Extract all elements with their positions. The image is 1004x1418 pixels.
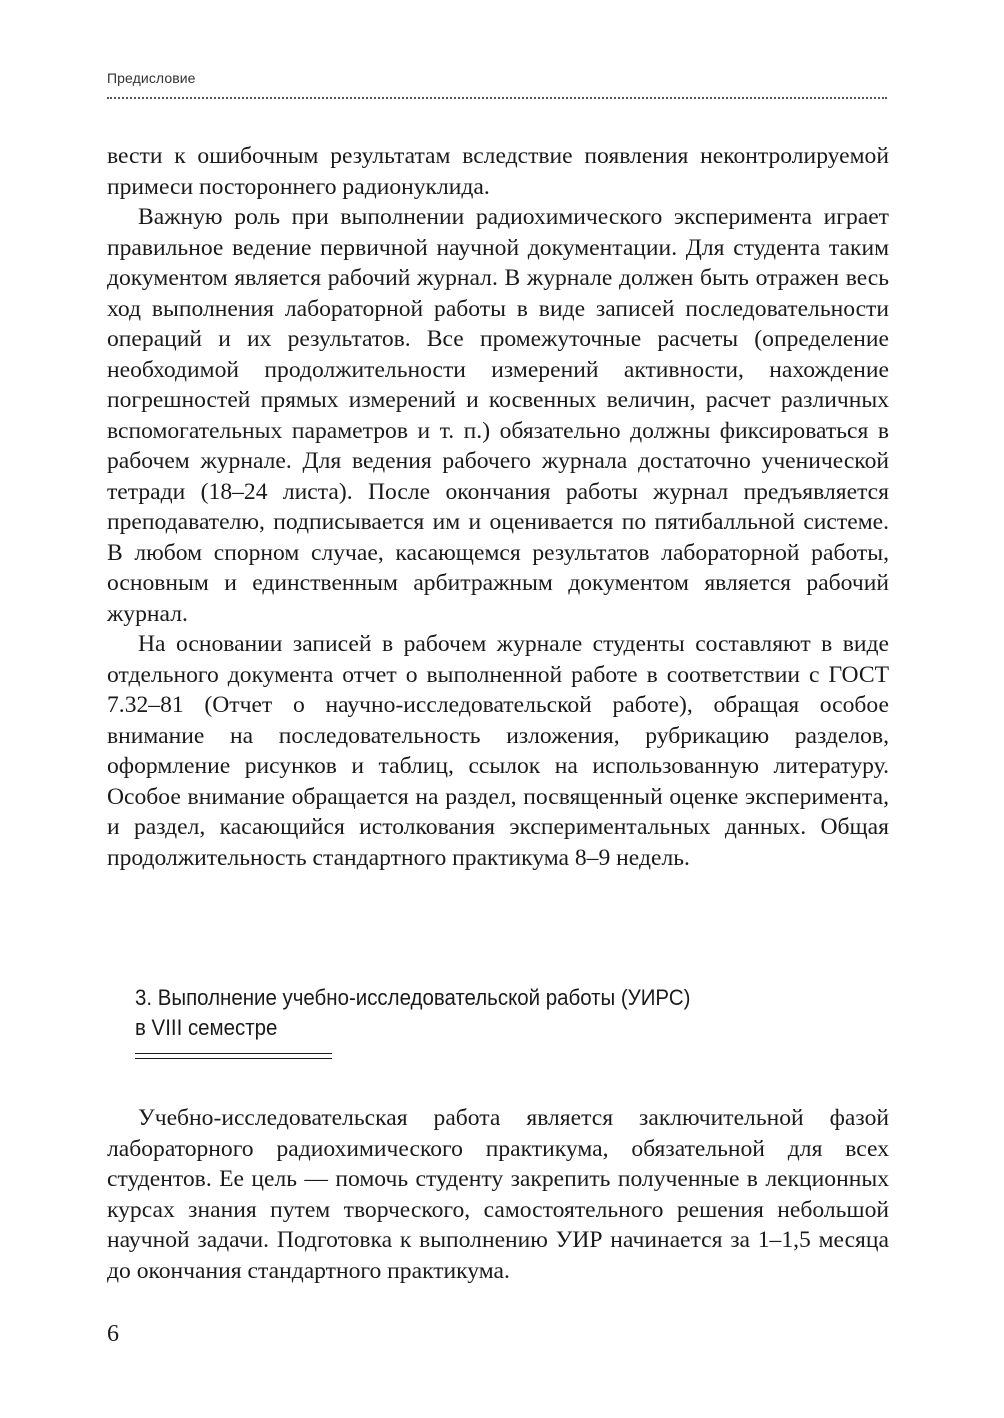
heading-underline-bottom <box>135 1058 332 1059</box>
paragraph-report: На основании записей в рабочем журнале студенты составляют в виде отдельного документа отчет о выполненной работе в соответствии с ГОСТ 7.32–81 (Отчет о научно-исследовательской работе), обращая особое внимание на последовательность изложения, рубрикацию разделов, оформление рисунков и таблиц, ссылок на использованную литературу. Особое внимание обращается на раздел, посвященный оценке эксперимента, и раздел, касающийся истолкования экспериментальных данных. Общая продолжительность стандартного практикума 8–9 недель. <box>107 631 889 871</box>
section-heading-line-1: 3. Выполнение учебно-исследовательской работы (УИРС) <box>135 985 691 1010</box>
heading-underline-top <box>135 1053 332 1054</box>
paragraph-uirs: Учебно-исследовательская работа является заключительной фазой лабораторного радиохимического практикума, обязательной для всех студентов. Ее цель — помочь студенту закрепить полученные в лекционных курсах знания путем творческого, самостоятельного решения небольшой научной задачи. Подготовка к выполнению УИР начинается за 1–1,5 месяца до окончания стандартного практикума. <box>107 1105 889 1284</box>
section-heading <box>135 983 823 1043</box>
paragraph-journal: Важную роль при выполнении радиохимического эксперимента играет правильное ведение первичной научной документации. Для студента таким документом является рабочий журнал. В журнале должен быть отражен весь ход выполнения лабораторной работы в виде записей последовательности операций и их результатов. Все промежуточные расчеты (определение необходимой продолжительности измерений активности, нахождение погрешностей прямых измерений и косвенных величин, расчет различных вспомогательных параметров и т. п.) обязательно должны фиксироваться в рабочем журнале. Для ведения рабочего журнала достаточно ученической тетради (18–24 листа). После окончания работы журнал предъявляется преподавателю, подписывается им и оценивается по пятибалльной системе. В любом спорном случае, касающемся результатов лабораторной работы, основным и единственным арбитражным документом является рабочий журнал. <box>107 204 889 627</box>
section-heading-line-2: в VIII семестре <box>135 1015 278 1040</box>
running-head-rule <box>107 97 887 99</box>
body-text-top <box>107 141 889 873</box>
running-head: Предисловие <box>107 70 196 86</box>
paragraph-continuation: вести к ошибочным результатам вследствие появления неконтролируемой примеси постороннего радионуклида. <box>107 143 889 200</box>
body-text-bottom <box>107 1103 889 1286</box>
page-number: 6 <box>107 1321 119 1347</box>
